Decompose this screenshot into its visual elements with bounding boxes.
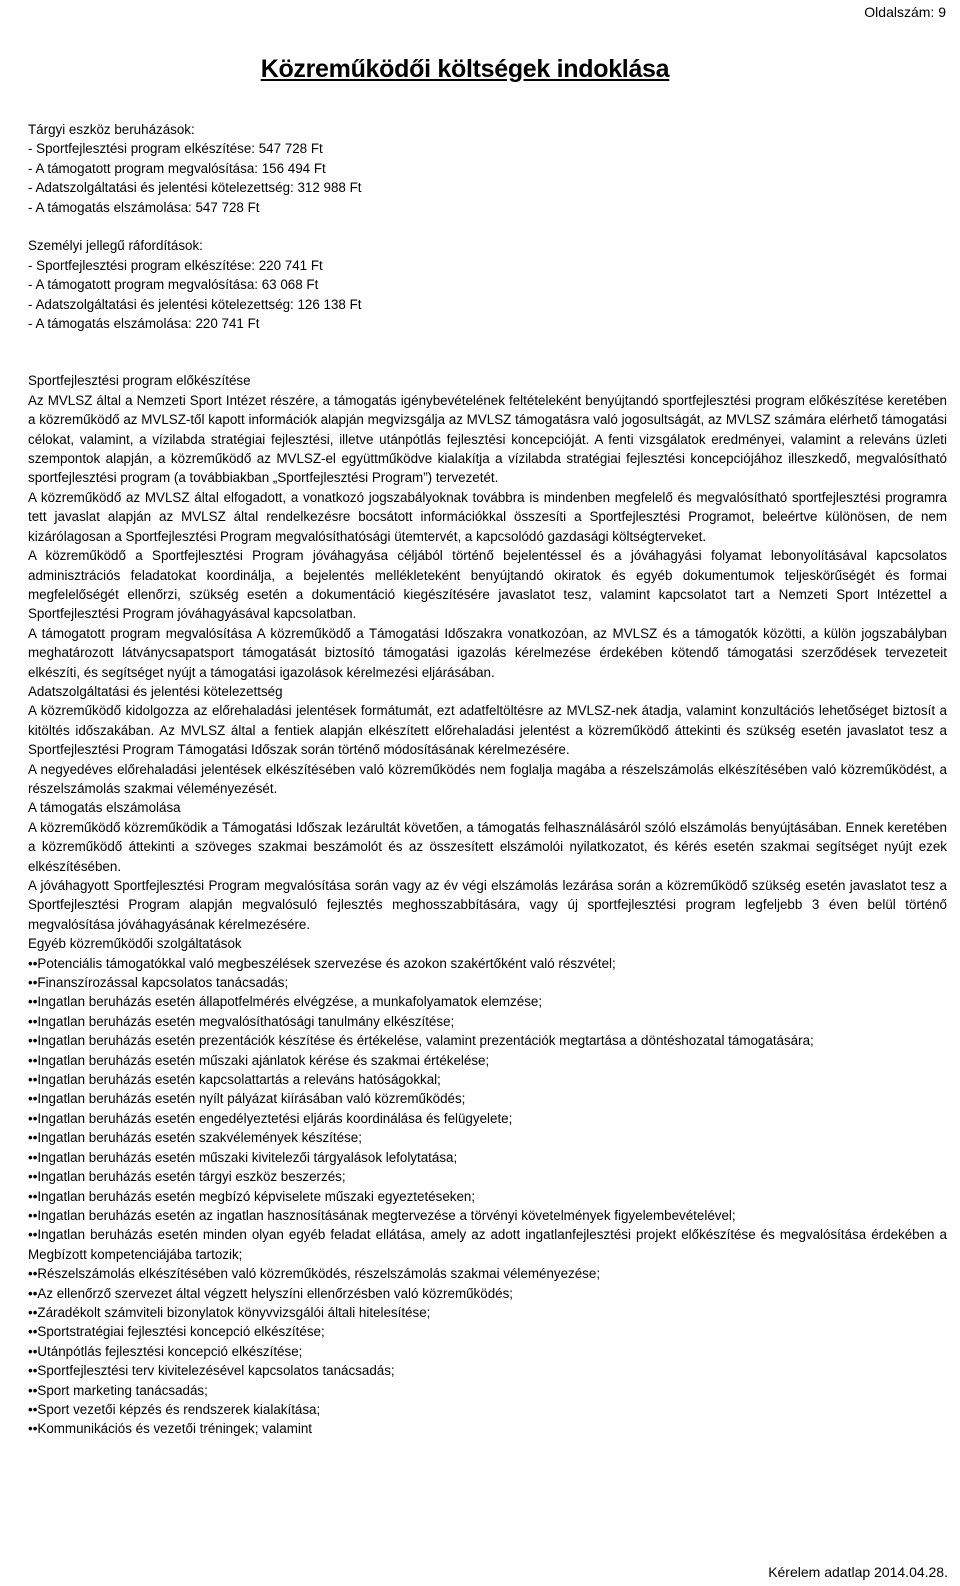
list-item: ••Ingatlan beruházás esetén prezentációk készítése és értékelése, valamint prezentációk megtartása a döntéshozatal támogatására; — [28, 1033, 814, 1049]
paragraph: A közreműködő közreműködik a Támogatási Időszak lezárultát követően, a támogatás felhasználásáról szóló elszámolás benyújtásában. Ennek keretében a közreműködő áttekinti a szöveges szakmai beszámolót és az összesített elszámolói nyilatkozatot, és kérés esetén szakmai segítséget nyújt ezek elkészítésében. — [28, 819, 947, 874]
list-item: ••Ingatlan beruházás esetén megvalósíthatósági tanulmány elkészítése; — [28, 1013, 455, 1029]
section-heading-settlement: A támogatás elszámolása — [28, 800, 181, 816]
footer-form-date: Kérelem adatlap 2014.04.28. — [768, 1564, 948, 1580]
list-item: ••Ingatlan beruházás esetén megbízó képviselete műszaki egyeztetéseken; — [28, 1188, 476, 1204]
list-item: ••Záradékolt számviteli bizonylatok könyvvizsgálói általi hitelesítése; — [28, 1304, 431, 1320]
cost-item: - A támogatott program megvalósítása: 156 494 Ft — [28, 160, 326, 176]
list-item: ••Ingatlan beruházás esetén állapotfelmérés elvégzése, a munkafolyamatok elemzése; — [28, 994, 543, 1010]
list-item: ••Részelszámolás elkészítésében való közreműködés, részelszámolás szakmai véleményezése; — [28, 1266, 601, 1282]
document-title: Közreműködői költségek indoklása — [260, 55, 670, 83]
paragraph: A közreműködő kidolgozza az előrehaladási jelentések formátumát, ezt adatfeltöltésre az MVLSZ-nek átadja, valamint konzultációs lehetőséget biztosít a kitöltés időszakában. Az MVLSZ által a fentiek alapján elkészített előrehaladási jelentést a közreműködő áttekinti és szükség esetén javaslatot tesz a Sportfejlesztési Program Támogatási Időszak során történő módosításának kérelmezésére. — [28, 703, 947, 758]
services-list — [28, 954, 947, 1439]
list-item: ••Ingatlan beruházás esetén az ingatlan hasznosításának megtervezése a törvényi követelmények figyelembevételével; — [28, 1207, 736, 1223]
paragraph: A negyedéves előrehaladási jelentések elkészítésében való közreműködés nem foglalja magába a részelszámolás elkészítésében való közreműködést, a részelszámolás szakmai véleményezését. — [28, 761, 947, 796]
cost-item: - Sportfejlesztési program elkészítése: 220 741 Ft — [28, 257, 323, 273]
cost-item: - Adatszolgáltatási és jelentési kötelezettség: 312 988 Ft — [28, 180, 362, 196]
list-item: ••Ingatlan beruházás esetén minden olyan egyéb feladat ellátása, amely az adott ingatlanfejlesztési projekt előkészítése és megvalósítása érdekében a Megbízott kompetenciájába tartozik; — [28, 1227, 947, 1262]
list-item: ••Sportstratégiai fejlesztési koncepció elkészítése; — [28, 1324, 325, 1340]
section-heading-other-services: Egyéb közreműködői szolgáltatások — [28, 936, 242, 952]
cost-group-personnel — [28, 236, 947, 333]
list-item: ••Ingatlan beruházás esetén szakvélemények készítése; — [28, 1130, 362, 1146]
cost-group-tangible — [28, 120, 947, 217]
section-heading-program-prep: Sportfejlesztési program előkészítése — [28, 373, 251, 389]
paragraph: A közreműködő a Sportfejlesztési Program jóváhagyása céljából történő bejelentéssel és a jóváhagyási folyamat lebonyolításával kapcsolatos adminisztrációs feladatokat koordinálja, a bejelentés mellékleteként benyújtandó okiratok és egyéb dokumentumok teljeskörűségét és formai megfelelőségét ellenőrzi, szükség esetén a dokumentáció kiegészítésére javaslatot tesz, valamint kapcsolatot tart a Nemzeti Sport Intézettel a Sportfejlesztési Program jóváhagyásával kapcsolatban. — [28, 548, 947, 622]
document-body — [28, 120, 947, 1439]
list-item: ••Ingatlan beruházás esetén tárgyi eszköz beszerzés; — [28, 1169, 346, 1185]
list-item: ••Ingatlan beruházás esetén műszaki kivitelezői tárgyalások lefolytatása; — [28, 1149, 458, 1165]
paragraph: A közreműködő az MVLSZ által elfogadott, a vonatkozó jogszabályoknak továbbra is mindenben megfelelő és megvalósítható sportfejlesztési programra tett javaslat alapján az MVLSZ által rendelkezésre bocsátott információkkal összesíti a Sportfejlesztési Programot, beleértve különösen, de nem kizárólagosan a Sportfejlesztési Program megvalósíthatósági ütemtervét, a kapcsolódó gazdasági költségterveket. — [28, 489, 947, 544]
paragraph: A jóváhagyott Sportfejlesztési Program megvalósítása során vagy az év végi elszámolás lezárása során a közreműködő szükség esetén javaslatot tesz a Sportfejlesztési Program alapján megvalósuló fejlesztés meghosszabbítására, vagy új sportfejlesztési program legfeljebb 3 éven belül történő megvalósítása jóváhagyásának kérelmezésére. — [28, 878, 947, 932]
page-number: Oldalszám: 9 — [864, 4, 946, 20]
list-item: ••Sport marketing tanácsadás; — [28, 1382, 208, 1398]
cost-item: - A támogatás elszámolása: 220 741 Ft — [28, 316, 260, 332]
cost-item: - A támogatás elszámolása: 547 728 Ft — [28, 199, 260, 215]
list-item: ••Ingatlan beruházás esetén nyílt pályázat kiírásában való közreműködés; — [28, 1091, 466, 1107]
section-heading-reporting: Adatszolgáltatási és jelentési kötelezettség — [28, 683, 283, 699]
list-item: ••Finanszírozással kapcsolatos tanácsadás; — [28, 975, 289, 991]
list-item: ••Ingatlan beruházás esetén műszaki ajánlatok kérése és szakmai értékelése; — [28, 1052, 490, 1068]
list-item: ••Sport vezetői képzés és rendszerek kialakítása; — [28, 1401, 321, 1417]
cost-item: - A támogatott program megvalósítása: 63 068 Ft — [28, 277, 319, 293]
list-item: ••Kommunikációs és vezetői tréningek; valamint — [28, 1421, 313, 1437]
paragraph: Az MVLSZ által a Nemzeti Sport Intézet részére, a támogatás igénybevételének feltételeként benyújtandó sportfejlesztési program előkészítése keretében a közreműködő az MVLSZ-től kapott információk alapján megvizsgálja az MVLSZ támogatásra való jogosultságát, az MVLSZ számára elérhető támogatási célokat, valamint, a vízilabda stratégiai fejlesztési, illetve utánpótlás fejlesztési koncepcióját. A fenti vizsgálatok eredményei, valamint a releváns üzleti szempontok alapján, a közreműködő az MVLSZ-el együttműködve kialakítja a vízilabda stratégiai fejlesztési koncepciójához illeszkedő, megvalósítható sportfejlesztési program (a továbbiakban „Sportfejlesztési Program”) tervezetét. — [28, 392, 947, 486]
list-item: ••Ingatlan beruházás esetén engedélyeztetési eljárás koordinálása és felügyelete; — [28, 1110, 513, 1126]
list-item: ••Az ellenőrző szervezet által végzett helyszíni ellenőrzésben való közreműködés; — [28, 1285, 514, 1301]
cost-item: - Adatszolgáltatási és jelentési kötelezettség: 126 138 Ft — [28, 296, 362, 312]
list-item: ••Sportfejlesztési terv kivitelezésével kapcsolatos tanácsadás; — [28, 1363, 395, 1379]
list-item: ••Ingatlan beruházás esetén kapcsolattartás a releváns hatóságokkal; — [28, 1072, 441, 1088]
cost-group-title: Tárgyi eszköz beruházások: — [28, 122, 195, 137]
cost-group-title: Személyi jellegű ráfordítások: — [28, 238, 203, 254]
cost-item: - Sportfejlesztési program elkészítése: 547 728 Ft — [28, 141, 323, 157]
paragraph: A támogatott program megvalósítása A közreműködő a Támogatási Időszakra vonatkozóan, az MVLSZ és a támogatók közötti, a külön jogszabályban meghatározott látványcsapatsport támogatását biztosító támogatási igazolás kérelmezése érdekében kötendő támogatási szerződések tervezeteit elkészíti, és segítséget nyújt a támogatási igazolások kérelmezési eljárásában. — [28, 625, 947, 680]
list-item: ••Potenciális támogatókkal való megbeszélések szervezése és azokon szakértőként való részvétel; — [28, 955, 616, 971]
list-item: ••Utánpótlás fejlesztési koncepció elkészítése; — [28, 1343, 303, 1359]
